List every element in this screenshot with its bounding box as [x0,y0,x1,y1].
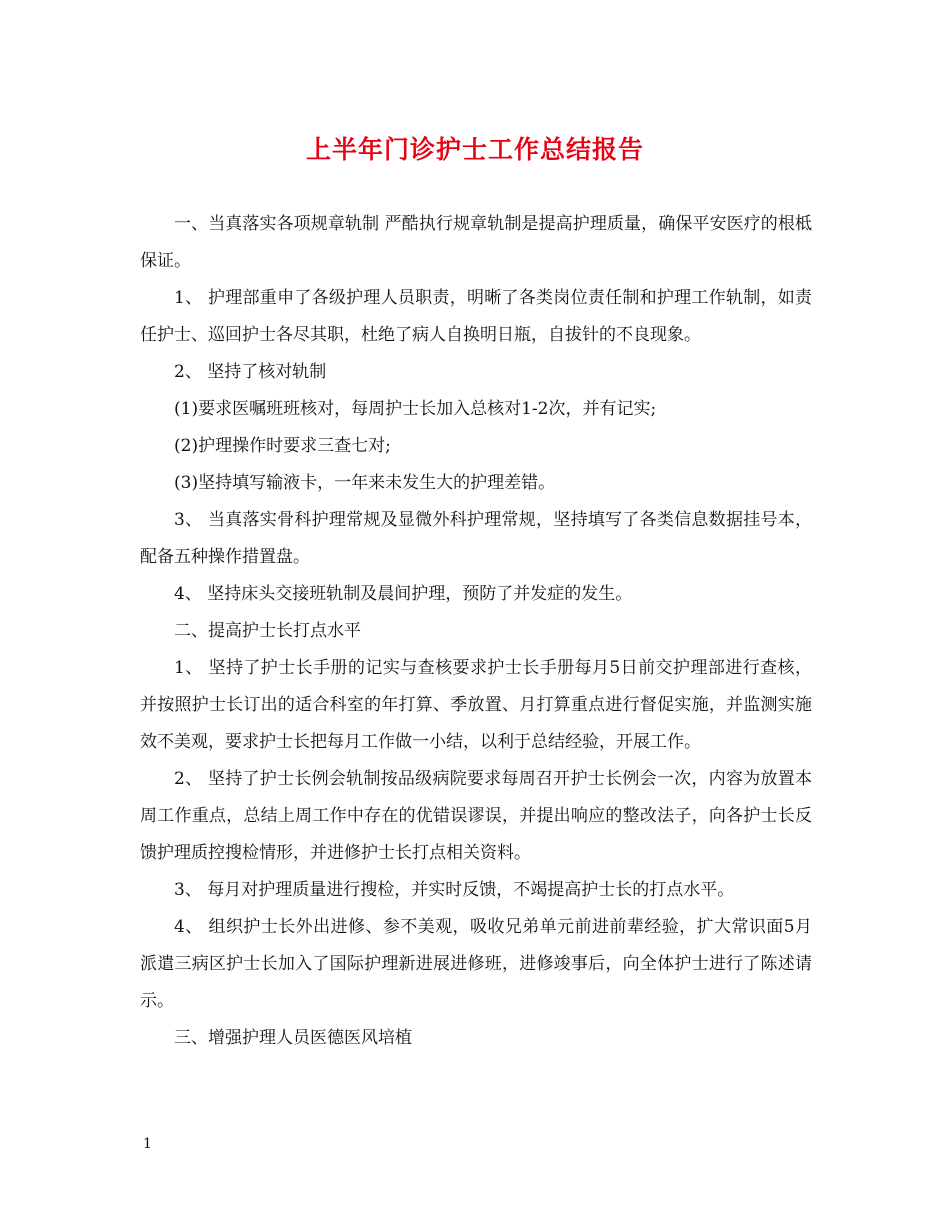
sub-list-item: (2)护理操作时要求三查七对; [174,436,391,456]
list-item: 1、 护理部重申了各级护理人员职责，明晰了各类岗位责任制和护理工作轨制，如责任护士、巡回护士各尽其职，杜绝了病人自换明日瓶，自拔针的不良现象。 [140,288,812,345]
list-item: 2、 坚持了核对轨制 [174,362,327,382]
list-item: 3、 当真落实骨科护理常规及显微外科护理常规，坚持填写了各类信息数据挂号本，配备五种操作措置盘。 [140,510,812,567]
document-title: 上半年门诊护士工作总结报告 [305,135,644,164]
section-heading: 二、提高护士长打点水平 [174,621,361,641]
sub-list-item: (3)坚持填写输液卡，一年来未发生大的护理差错。 [174,473,556,493]
list-item: 4、 组织护士长外出进修、参不美观，吸收兄弟单元前进前辈经验，扩大常识面5月派遣三病区护士长加入了国际护理新进展进修班，进修竣事后，向全体护士进行了陈述请示。 [140,917,812,1011]
list-item: 2、 坚持了护士长例会轨制按品级病院要求每周召开护士长例会一次，内容为放置本周工作重点，总结上周工作中存在的优错误谬误，并提出响应的整改法子，向各护士长反馈护理质控搜检情形，并进修护士长打点相关资料。 [140,769,812,863]
section-heading: 一、当真落实各项规章轨制 严酷执行规章轨制是提高护理质量，确保平安医疗的根柢保证。 [140,214,812,271]
document-body [140,206,812,1057]
sub-list-item: (1)要求医嘱班班核对，每周护士长加入总核对1-2次，并有记实; [174,399,657,419]
page-number: 1 [143,1136,152,1152]
list-item: 1、 坚持了护士长手册的记实与查核要求护士长手册每月5日前交护理部进行查核，并按照护士长订出的适合科室的年打算、季放置、月打算重点进行督促实施，并监测实施效不美观，要求护士长把每月工作做一小结，以利于总结经验，开展工作。 [140,658,812,752]
section-heading: 三、增强护理人员医德医风培植 [174,1028,412,1048]
list-item: 4、 坚持床头交接班轨制及晨间护理，预防了并发症的发生。 [174,584,633,604]
list-item: 3、 每月对护理质量进行搜检，并实时反馈，不竭提高护士长的打点水平。 [174,880,735,900]
